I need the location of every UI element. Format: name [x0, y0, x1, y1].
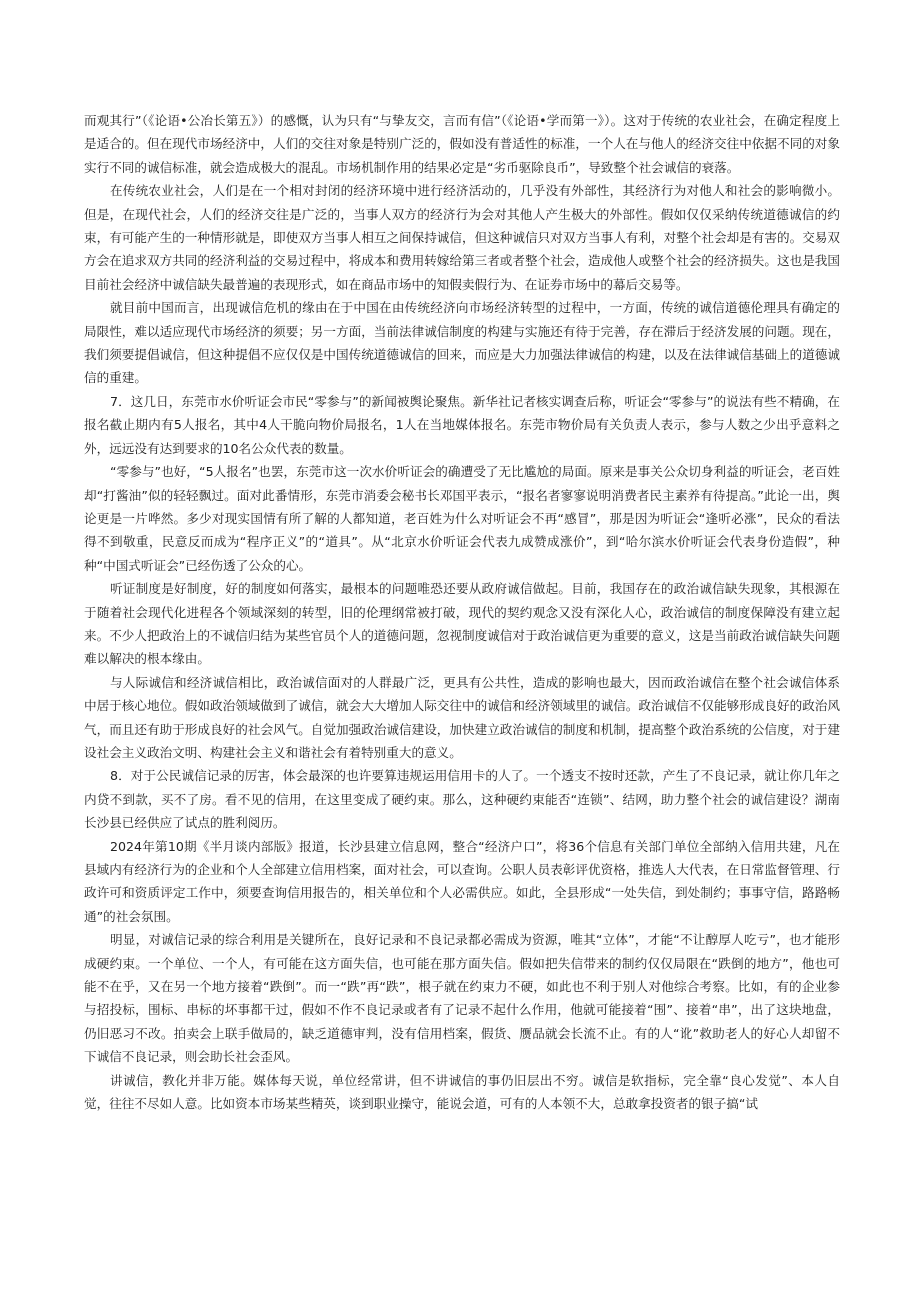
- paragraph: 2024年第10期《半月谈内部版》报道，长沙县建立信息网，整合“经济户口”，将36个信息有关部门单位全部纳入信用共建，凡在县域内有经济行为的企业和个人全部建立信用档案，面对社会，可以查询。公职人员表彰评优资格，推选人大代表，在日常监督管理、行政许可和资质评定工作中，须要查询信用报告的，相关单位和个人必需供应。如此，全县形成“一处失信，到处制约；事事守信，路路畅通”的社会氛围。: [84, 838, 840, 924]
- paragraph: 在传统农业社会，人们是在一个相对封闭的经济环境中进行经济活动的，几乎没有外部性，其经济行为对他人和社会的影响微小。但是，在现代社会，人们的经济交往是广泛的，当事人双方的经济行为会对其他人产生极大的外部性。假如仅仅采纳传统道德诚信的约束，有可能产生的一种情形就是，即使双方当事人相互之间保持诚信，但这种诚信只对双方当事人有利，对整个社会却是有害的。交易双方会在追求双方共同的经济利益的交易过程中，将成本和费用转嫁给第三者或者整个社会，造成他人或整个社会的经济损失。这也是我国目前社会经济中诚信缺失最普遍的表现形式，如在商品市场中的知假卖假行为、在证券市场中的幕后交易等。: [84, 183, 840, 292]
- document-page: [84, 109, 840, 1115]
- paragraph: 讲诚信，教化并非万能。媒体每天说，单位经常讲，但不讲诚信的事仍旧层出不穷。诚信是软指标，完全靠“良心发觉”、本人自觉，往往不尽如人意。比如资本市场某些精英，谈到职业操守，能说会道，可有的人本领不大，总敢拿投资者的银子搞“试: [84, 1072, 840, 1112]
- paragraph: 8．对于公民诚信记录的厉害，体会最深的也许要算违规运用信用卡的人了。一个透支不按时还款，产生了不良记录，就让你几年之内贷不到款，买不了房。看不见的信用，在这里变成了硬约束。那么，这种硬约束能否“连锁”、结网，助力整个社会的诚信建设？湖南长沙县已经供应了试点的胜利阅历。: [84, 768, 840, 831]
- paragraph: 听证制度是好制度，好的制度如何落实，最根本的问题唯恐还要从政府诚信做起。目前，我国存在的政治诚信缺失现象，其根源在于随着社会现代化进程各个领域深刻的转型，旧的伦理纲常被打破，现代的契约观念又没有深化人心，政治诚信的制度保障没有建立起来。不少人把政治上的不诚信归结为某些官员个人的道德问题，忽视制度诚信对于政治诚信更为重要的意义，这是当前政治诚信缺失问题难以解决的根本缘由。: [84, 581, 840, 667]
- paragraph: “零参与”也好，“5人报名”也罢，东莞市这一次水价听证会的确遭受了无比尴尬的局面。原来是事关公众切身利益的听证会，老百姓却“打酱油”似的轻轻飘过。面对此番情形，东莞市消委会秘书长邓国平表示，“报名者寥寥说明消费者民主素养有待提高。”此论一出，舆论更是一片哗然。多少对现实国情有所了解的人都知道，老百姓为什么对听证会不再“感冒”，那是因为听证会“逢听必涨”，民众的看法得不到敬重，民意反而成为“程序正义”的“道具”。从“北京水价听证会代表九成赞成涨价”，到“哈尔滨水价听证会代表身份造假”，种种“中国式听证会”已经伤透了公众的心。: [84, 464, 840, 573]
- paragraph: 7．这几日，东莞市水价听证会市民“零参与”的新闻被舆论聚焦。新华社记者核实调查后称，听证会“零参与”的说法有些不精确，在报名截止期内有5人报名，其中4人干脆向物价局报名，1人在当地媒体报名。东莞市物价局有关负责人表示，参与人数之少出乎意料之外，远远没有达到要求的10名公众代表的数量。: [84, 393, 840, 456]
- paragraph: 而观其行”（《论语•公冶长第五》）的感慨，认为只有“与挚友交，言而有信”（《论语•学而第一》）。这对于传统的农业社会，在确定程度上是适合的。但在现代市场经济中，人们的交往对象是特别广泛的，假如没有普适性的标准，一个人在与他人的经济交往中依据不同的对象实行不同的诚信标准，就会造成极大的混乱。市场机制作用的结果必定是“劣币驱除良币”，导致整个社会诚信的衰落。: [84, 113, 840, 175]
- paragraph: 与人际诚信和经济诚信相比，政治诚信面对的人群最广泛，更具有公共性，造成的影响也最大，因而政治诚信在整个社会诚信体系中居于核心地位。假如政治领域做到了诚信，就会大大增加人际交往中的诚信和经济领域里的诚信。政治诚信不仅能够形成良好的政治风气，而且还有助于形成良好的社会风气。自觉加强政治诚信建设，加快建立政治诚信的制度和机制，提高整个政治系统的公信度，对于建设社会主义政治文明、构建社会主义和谐社会有着特别重大的意义。: [84, 674, 840, 760]
- paragraph: 就目前中国而言，出现诚信危机的缘由在于中国在由传统经济向市场经济转型的过程中，一方面，传统的诚信道德伦理具有确定的局限性，难以适应现代市场经济的须要；另一方面，当前法律诚信制度的构建与实施还有待于完善，存在滞后于经济发展的问题。现在，我们须要提倡诚信，但这种提倡不应仅仅是中国传统道德诚信的回来，而应是大力加强法律诚信的构建，以及在法律诚信基础上的道德诚信的重建。: [84, 300, 840, 386]
- paragraph: 明显，对诚信记录的综合利用是关键所在，良好记录和不良记录都必需成为资源，唯其“立体”，才能“不让醇厚人吃亏”，也才能形成硬约束。一个单位、一个人，有可能在这方面失信，也可能在那方面失信。假如把失信带来的制约仅仅局限在“跌倒的地方”，他也可能不在乎，又在另一个地方接着“跌倒”。而一“跌”再“跌”，根子就在约束力不硬，如此也不利于别人对他综合考察。比如，有的企业参与招投标，围标、串标的坏事都干过，假如不作不良记录或者有了记录不起什么作用，他就可能接着“围”、接着“串”，出了这块地盘，仍旧恶习不改。拍卖会上联手做局的，缺乏道德审判，没有信用档案，假货、赝品就会长流不止。有的人“讹”救助老人的好心人却留不下诚信不良记录，则会助长社会歪风。: [84, 932, 840, 1065]
